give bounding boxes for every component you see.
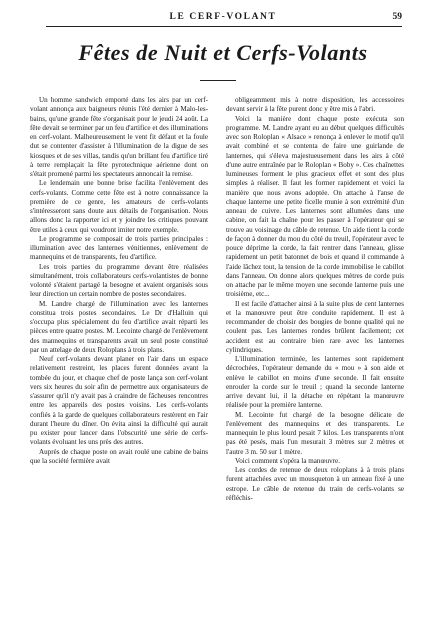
right-column [226, 96, 404, 621]
page-number: 59 [392, 12, 402, 22]
paragraph: Il est facile d'attacher ainsi à la suite plus de cent lanternes et la manœuvre peut être conduite rapidement. Il est à recommander de choisir des bougies de bonne qualité qui ne coulent pas. Les lanternes rondes brûlent facilement; cet accident est au contraire bien rare avec les lanternes cylindriques. [226, 299, 404, 354]
paragraph: obligeamment mis à notre disposition, les accessoires devant servir à la fête purent donc y être mis à l'abri. [226, 96, 404, 114]
article-title: Fêtes de Nuit et Cerfs-Volants [78, 40, 368, 65]
paragraph: L'illumination terminée, les lanternes sont rapidement décrochées, l'opérateur demande du « mou » à son aide et enlève le cabillot en moins d'une seconde. Il fait ensuite enrouler la corde sur le treuil ; quand la seconde lanterne arrive devant lui, il la détache en répétant la manœuvre réalisée pour la première lanterne. [226, 355, 404, 410]
paragraph: Voici comment s'opéra la manœuvre. [235, 456, 340, 465]
running-head [44, 12, 402, 26]
paragraph: M. Lecointe fut chargé de la besogne délicate de l'enlèvement des mannequins et des transparents. Le mannequin le plus lourd pesait 7 kilos. Les transparents n'ont pas été pesés, mais l'un mesurait 3 mètres sur 2 mètres et l'autre 3 m. 50 sur 1 mètre. [226, 410, 404, 456]
paragraph: Le programme se composait de trois parties principales : illumination avec des lanternes vénitiennes, enlèvement de mannequins et de transparents, feu d'artifice. [30, 234, 208, 262]
paragraph: Un homme sandwich emporté dans les airs par un cerf-volant annonça aux baigneurs réunis l'été dernier à Malo-les-bains, qu'une grande fête s'organisait pour le jeudi 24 août. La fête devait se terminer par un feu d'artifice et des illuminations en cerf-volant. Malheureusement le vent fit défaut et la foule dut se contenter d'assister à l'illumination de la digue de ses kiosques et de ses villas, tandis qu'un brillant feu d'artifice tiré à terre remplaçait la fête pyrotechnique aérienne dont on s'était promené parmi les spectateurs annoncait la remise. [30, 96, 208, 178]
paragraph: M. Landre chargé de l'illumination avec les lanternes constitua trois postes secondaires. Le Dr d'Halluin qui s'occupa plus spécialement du feu d'artifice avait réparti les pièces entre quatre postes. M. Lecointe chargé de l'enlèvement des mannequins et transparents avait un seul poste constitué par un attelage de deux Roloplans à trois plans. [30, 299, 208, 354]
paragraph: Le lendemain une bonne brise facilita l'enlèvement des cerfs-volants. Comme cette fête est à notre connaissance la première de ce genre, les amateurs de cerfs-volants s'intéresseront sans doute aux détails de l'organisation. Nous allons donc la rapporter ici et y joindre les critiques pouvant être utiles à ceux qui voudront imiter notre exemple. [30, 179, 208, 234]
paragraph: Neuf cerf-volants devant planer en l'air dans un espace relativement restreint, les places furent données avant la tombée du jour, et chaque chef de poste lança son cerf-volant vers six heures du soir afin de permettre aux organisateurs de s'assurer qu'il n'y avait pas à craindre de fâcheuses rencontres entre les appareils des postes voisins. Les cerfs-volants confiés à la garde de quelques collaborateurs restèrent en l'air durant l'heure du dîner. On évita ainsi la difficulté qui aurait pu exister pour lancer dans l'obscurité une série de cerfs-volants évoluant les uns près des autres. [30, 355, 208, 447]
header-rule [46, 26, 402, 27]
paragraph: Les cordes de retenue de deux roloplans à à trois plans furent attachées avec un mousqueton à un anneau fixé à une estrope. Le câble de retenue du train de cerfs-volants se réfléchis- [226, 466, 404, 502]
left-column [30, 96, 208, 621]
paragraph: Les trois parties du programme devant être réalisées simultanément, trois collaborateurs cerfs-volantistes de bonne volonté s'étaient partagé la besogne et avaient organisés sous leur direction un certain nombre de postes secondaires. [30, 262, 208, 299]
paragraph: Voici la manière dont chaque poste exécuta son programme. M. Landre ayant eu au début quelques difficultés avec son Roloplan « Alsace » renonça à enlever le motif qu'il avait combiné et se contenta de faire une guirlande de lanternes, qui s'éleva majestueusement dans les airs à côté d'une autre entraînée par le Roloplan « Boby ». Ces chaînettes lumineuses forment le plus gracieux effet et sont des plus simples à réaliser. Il faut les former rapidement et voici la manière que nous avons adoptée. On attache à l'anse de chaque lanterne une petite ficelle munie à son extrémité d'un anneau de cuivre. Les lanternes sont allumées dans une cabine, on fait la chaîne pour les passer à l'opérateur qui se trouve au voisinage du câble de retenue. Un aide tient la corde de façon à donner du mou du côté du treuil, l'opérateur avec le pouce déprime la corde, la fait rentrer dans l'anneau, glisse rapidement un petit batonnet de bois et quand il commande à l'aide lâchez tout, la tension de la corde immobilise le cabillot dans l'anneau. On donne alors quelques mètres de corde puis on attache par le même moyen une seconde lanterne puis une troisième, etc... [226, 114, 404, 299]
paragraph: Auprès de chaque poste on avait roulé une cabine de bains que la société fermière avait [30, 447, 208, 465]
title-rule [200, 80, 236, 81]
running-title: LE CERF-VOLANT [169, 12, 277, 22]
